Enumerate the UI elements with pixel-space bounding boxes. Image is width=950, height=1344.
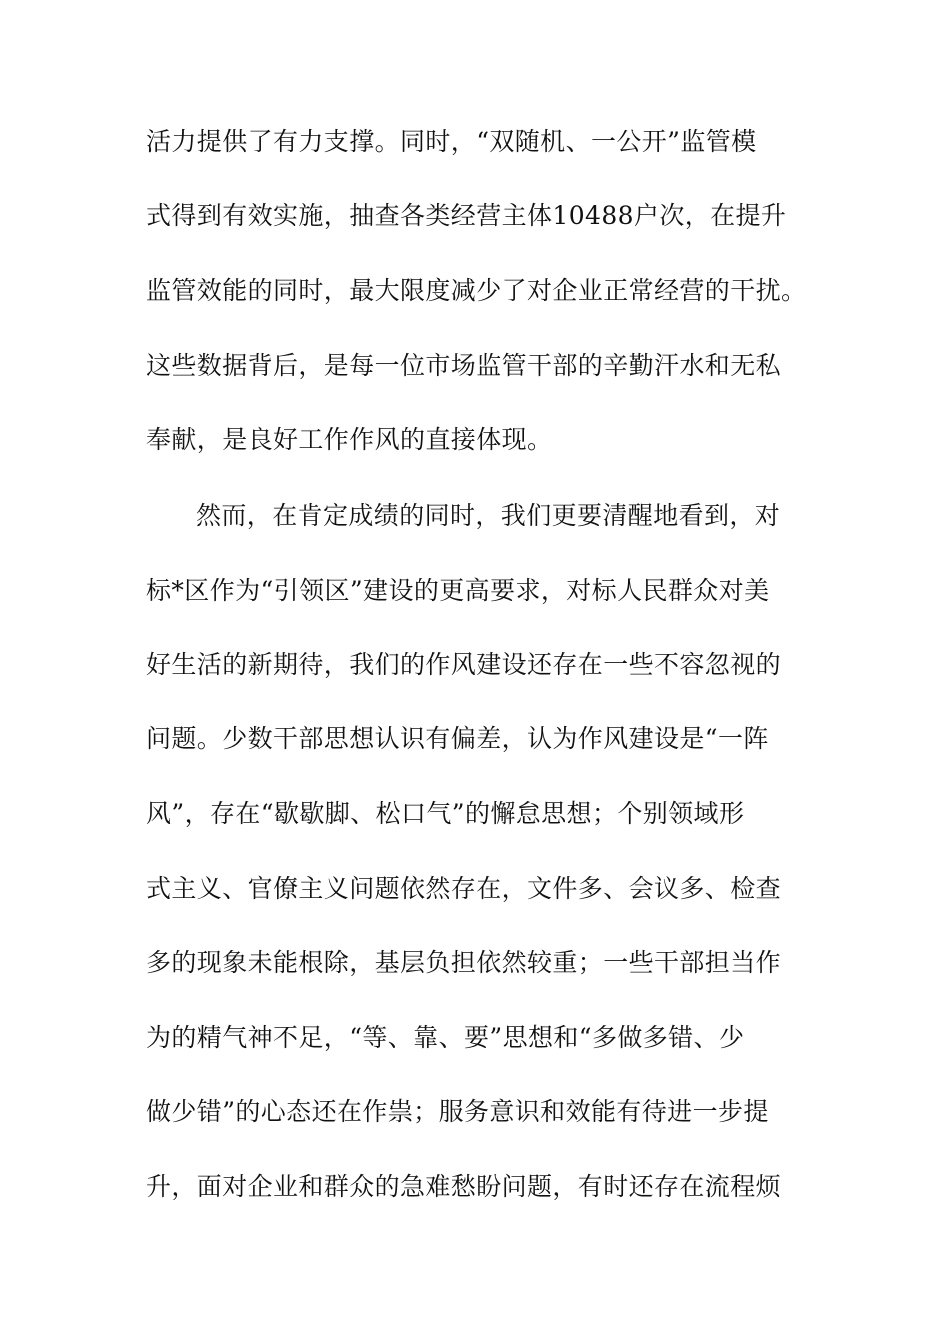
- text-line: 升，面对企业和群众的急难愁盼问题，有时还存在流程烦: [146, 1172, 782, 1201]
- text-line: 式主义、官僚主义问题依然存在，文件多、会议多、检查: [146, 874, 782, 903]
- text-line: 问题。少数干部思想认识有偏差，认为作风建设是“一阵: [146, 724, 769, 753]
- text-line: 做少错”的心态还在作祟；服务意识和效能有待进一步提: [146, 1097, 769, 1126]
- paragraph-first-line: 然而，在肯定成绩的同时，我们更要清醒地看到，对: [196, 501, 781, 530]
- text-line: 为的精气神不足，“等、靠、要”思想和“多做多错、少: [146, 1023, 745, 1052]
- text-line: 多的现象未能根除，基层负担依然较重；一些干部担当作: [146, 948, 782, 977]
- text-line: 奉献，是良好工作作风的直接体现。: [146, 425, 553, 454]
- text-line: 风”，存在“歇歇脚、松口气”的懈怠思想；个别领域形: [146, 799, 745, 828]
- text-line: 式得到有效实施，抽查各类经营主体10488户次，在提升: [146, 201, 787, 230]
- text-line: 好生活的新期待，我们的作风建设还存在一些不容忽视的: [146, 650, 782, 679]
- text-line: 标*区作为“引领区”建设的更高要求，对标人民群众对美: [146, 576, 770, 605]
- text-line: 活力提供了有力支撑。同时，“双随机、一公开”监管模: [146, 127, 757, 156]
- text-line: 这些数据背后，是每一位市场监管干部的辛勤汗水和无私: [146, 351, 782, 380]
- text-line: 监管效能的同时，最大限度减少了对企业正常经营的干扰。: [146, 276, 807, 305]
